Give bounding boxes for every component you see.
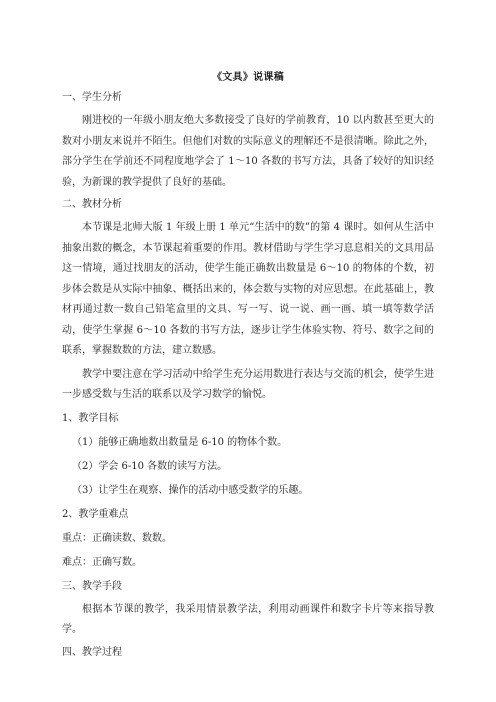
- key-point: 重点：正确读数、数数。: [62, 532, 172, 544]
- section-heading-means: 三、教学手段: [62, 580, 122, 592]
- paragraph-material-analysis-1: 本节课是北师大版 1 年级上册 1 单元“生活中的数”的第 4 课时。如何从生活中抽象出数的概念，本节课起着重要的作用。教材借助与学生学习息息相关的文具用品这一情境，通过找朋友的活动，使学生能正确数出数量是 6～10 的物体的个数，初步体会数是从实际中抽象、概括出来的，体会数与实物的对应思想。在此基础上，教材再通过数一数自己铅笔盒里的文具、写一写、说一说、画一画、填一填等数学活动，使学生掌握 6～10 各数的书写方法，逐步让学生体验实物、符号、数字之间的联系，掌握数数的方法，建立数感。: [62, 222, 434, 356]
- document-title: 《文具》说课稿: [211, 72, 285, 83]
- paragraph-student-analysis: 刚进校的一年级小朋友绝大多数接受了良好的学前教育，10 以内数甚至更大的数对小朋友来说并不陌生。但他们对数的实际意义的理解还不是很清晰。除此之外，部分学生在学前还不同程度地学会了 1～10 各数的书写方法，具备了较好的知识经验，为新课的教学提供了良好的基础。: [62, 115, 434, 188]
- section-heading-material: 二、教材分析: [62, 199, 122, 210]
- goals-heading: 1、教学目标: [62, 412, 119, 424]
- difficult-point: 难点：正确写数。: [62, 556, 142, 568]
- goal-item: （1）能够正确地数出数量是 6-10 的物体个数。: [72, 436, 288, 448]
- goal-item: （2）学会 6-10 各数的读写方法。: [72, 460, 228, 472]
- paragraph-material-analysis-2: 教学中要注意在学习活动中给学生充分运用数进行表达与交流的机会，使学生进一步感受数与生活的联系以及学习数学的愉悦。: [62, 368, 434, 400]
- section-heading-process: 四、教学过程: [62, 646, 122, 658]
- difficulties-heading: 2、教学重难点: [62, 508, 129, 520]
- paragraph-teaching-means: 根据本节课的教学，我采用情景教学法，利用动画课件和数字卡片等来指导教学。: [62, 603, 434, 635]
- section-heading-student: 一、学生分析: [62, 92, 122, 103]
- goal-item: （3）让学生在观察、操作的活动中感受数学的乐趣。: [72, 484, 309, 496]
